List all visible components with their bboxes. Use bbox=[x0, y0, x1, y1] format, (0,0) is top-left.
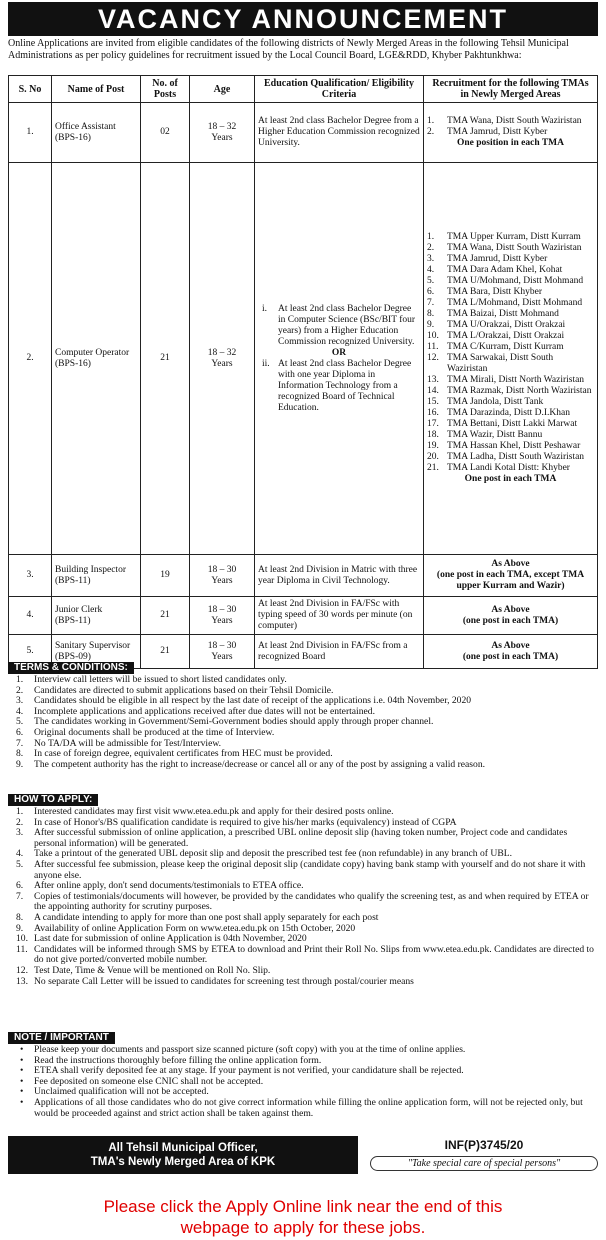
row-sno: 1. bbox=[9, 103, 52, 163]
list-item: 2. TMA Jamrud, Distt Kyber bbox=[427, 127, 548, 137]
row-education bbox=[255, 163, 424, 555]
post-name: Junior Clerk bbox=[55, 604, 103, 615]
row-age bbox=[190, 555, 255, 597]
announcement-title: VACANCY ANNOUNCEMENT bbox=[8, 2, 598, 36]
special-persons-slogan: "Take special care of special persons" bbox=[370, 1156, 598, 1171]
apply-list bbox=[8, 807, 598, 987]
row-age bbox=[190, 103, 255, 163]
post-name: Building Inspector bbox=[55, 564, 126, 575]
table-row bbox=[9, 597, 598, 635]
row-sno: 5. bbox=[9, 635, 52, 669]
edu-or: OR bbox=[331, 347, 347, 358]
table-row bbox=[9, 163, 598, 555]
list-item: 6. Original documents shall be produced at the time of Interview. bbox=[16, 726, 275, 738]
tma-list bbox=[427, 116, 594, 138]
list-item: 5. After successful fee submission, please keep the original deposit slip (candidate copy) having bank stamp with yourself and do not share it with anyone else. bbox=[16, 858, 586, 881]
post-name: Computer Operator bbox=[55, 347, 130, 358]
issuer-box bbox=[8, 1136, 358, 1174]
as-above: As Above bbox=[491, 604, 530, 615]
list-item: 9. Availability of online Application Form on www.etea.edu.pk on 15th October, 2020 bbox=[16, 922, 356, 934]
table-header-row bbox=[9, 76, 598, 103]
list-item: 10. TMA L/Orakzai, Distt Orakzai bbox=[427, 331, 565, 341]
row-sno: 2. bbox=[9, 163, 52, 555]
list-item: 4. Take a printout of the generated UBL deposit slip and deposit the prescribed test fee (non refundable) in any branch of UBL. bbox=[16, 848, 512, 860]
edu-option-ii: ii. At least 2nd class Bachelor Degree with one year Diploma in Information Technology from a recognized Board of Technical Education. bbox=[262, 358, 412, 413]
list-item: 13. TMA Mirali, Distt North Waziristan bbox=[427, 375, 585, 385]
row-num-posts: 19 bbox=[141, 555, 190, 597]
list-item: 1. Interested candidates may first visit www.etea.edu.pk and apply for their desired posts online. bbox=[16, 806, 394, 817]
list-item: 10. Last date for submission of online Application is 04th November, 2020 bbox=[16, 933, 307, 945]
inf-number: INF(P)3745/20 bbox=[444, 1138, 524, 1152]
list-item: 11. Candidates will be informed through SMS by ETEA to download and Print their Roll No. Slips from www.etea.edu.pk. Candidates are directed to do not give ported/converted mobile number. bbox=[16, 943, 594, 966]
row-tma bbox=[424, 163, 598, 555]
list-item: • Unclaimed qualification will not be accepted. bbox=[8, 1087, 598, 1098]
list-item: 1. Interview call letters will be issued to short listed candidates only. bbox=[16, 674, 287, 685]
row-note: One post in each TMA bbox=[464, 474, 557, 484]
list-item: 4. TMA Dara Adam Khel, Kohat bbox=[427, 265, 563, 275]
notice-line-1: Please click the Apply Online link near the end of this bbox=[103, 1197, 503, 1216]
row-education: At least 2nd Division in Matric with three year Diploma in Civil Technology. bbox=[255, 555, 424, 597]
age-range: 18 – 32 bbox=[207, 347, 237, 358]
header-education: Education Qualification/ Eligibility Criteria bbox=[255, 76, 424, 103]
row-sno: 3. bbox=[9, 555, 52, 597]
notes-list bbox=[8, 1045, 598, 1119]
header-num-posts: No. of Posts bbox=[141, 76, 190, 103]
list-item: 20. TMA Ladha, Distt South Waziristan bbox=[427, 452, 585, 462]
row-age bbox=[190, 163, 255, 555]
apply-heading: HOW TO APPLY: bbox=[8, 794, 98, 806]
terms-list bbox=[8, 675, 598, 770]
issuer-line-1: All Tehsil Municipal Officer, bbox=[108, 1142, 258, 1154]
row-num-posts: 21 bbox=[141, 635, 190, 669]
list-item: • Applications of all those candidates who do not give correct information while filling the online application form, will not be rejected only, but would be proceeded against and strict action shall be taken against them. bbox=[8, 1098, 598, 1119]
row-education: At least 2nd Division in FA/FSc from a recognized Board bbox=[255, 635, 424, 669]
list-item: • Read the instructions thoroughly before filling the online application form. bbox=[8, 1056, 598, 1067]
as-above: As Above bbox=[491, 559, 530, 569]
header-sno: S. No bbox=[9, 76, 52, 103]
table-row bbox=[9, 103, 598, 163]
row-tma bbox=[424, 597, 598, 635]
list-item: 5. TMA U/Mohmand, Distt Mohmand bbox=[427, 276, 584, 286]
age-unit: Years bbox=[211, 651, 233, 662]
list-item: 7. TMA L/Mohmand, Distt Mohmand bbox=[427, 298, 583, 308]
row-num-posts: 21 bbox=[141, 163, 190, 555]
list-item: 14. TMA Razmak, Distt North Waziristan bbox=[427, 386, 592, 396]
list-item: 18. TMA Wazir, Distt Bannu bbox=[427, 430, 543, 440]
list-item: 19. TMA Hassan Khel, Distt Peshawar bbox=[427, 441, 581, 451]
list-item: • Fee deposited on someone else CNIC shall not be accepted. bbox=[8, 1077, 598, 1088]
age-unit: Years bbox=[211, 575, 233, 586]
list-item: 2. In case of Honor's/BS qualification candidate is required to give his/her marks (equivalency) instead of CGPA bbox=[16, 816, 457, 828]
post-bps: (BPS-11) bbox=[55, 575, 91, 586]
row-tma bbox=[424, 103, 598, 163]
age-unit: Years bbox=[211, 132, 233, 143]
list-item: 6. TMA Bara, Distt Khyber bbox=[427, 287, 542, 297]
notes-heading: NOTE / IMPORTANT bbox=[8, 1032, 115, 1044]
list-item: 3. After successful submission of online application, a prescribed UBL online deposit slip (having token number, Project code and candidates personal information) will be generated. bbox=[16, 827, 568, 849]
list-item: 8. In case of foreign degree, equivalent certificates from HEC must be provided. bbox=[16, 748, 333, 760]
list-item: 12. Test Date, Time & Venue will be mentioned on Roll No. Slip. bbox=[16, 964, 271, 976]
list-item: • Please keep your documents and passport size scanned picture (soft copy) with you at the time of online applies. bbox=[8, 1045, 598, 1056]
row-tma bbox=[424, 555, 598, 597]
age-range: 18 – 30 bbox=[207, 604, 237, 615]
row-note: One position in each TMA bbox=[457, 138, 564, 148]
header-tma: Recruitment for the following TMAs in Newly Merged Areas bbox=[424, 76, 598, 103]
footer-info bbox=[370, 1138, 598, 1171]
edu-option-i: i. At least 2nd class Bachelor Degree in Computer Science (BSc/BIT four years) from a Higher Education Commission recognized University. bbox=[262, 303, 416, 347]
how-to-apply-section bbox=[8, 794, 598, 987]
post-name: Office Assistant bbox=[55, 121, 116, 132]
list-item: 3. TMA Jamrud, Distt Kyber bbox=[427, 254, 548, 264]
row-post bbox=[52, 163, 141, 555]
list-item: 11. TMA C/Kurram, Distt Kurram bbox=[427, 342, 564, 352]
list-item: 7. No TA/DA will be admissible for Test/Interview. bbox=[16, 737, 222, 749]
age-range: 18 – 30 bbox=[207, 640, 237, 651]
list-item: 16. TMA Darazinda, Distt D.I.Khan bbox=[427, 408, 570, 418]
list-item: 9. TMA U/Orakzai, Distt Orakzai bbox=[427, 320, 566, 330]
terms-heading: TERMS & CONDITIONS: bbox=[8, 662, 134, 674]
apply-online-notice bbox=[0, 1196, 606, 1238]
post-bps: (BPS-16) bbox=[55, 132, 91, 143]
list-item: 9. The competent authority has the right to increase/decrease or cancel all or any of the post by assigning a valid reason. bbox=[16, 758, 486, 770]
terms-section bbox=[8, 662, 598, 770]
row-education: At least 2nd class Bachelor Degree from a Higher Education Commission recognized University. bbox=[255, 103, 424, 163]
list-item: 15. TMA Jandola, Distt Tank bbox=[427, 397, 544, 407]
tma-list bbox=[427, 232, 594, 474]
post-bps: (BPS-16) bbox=[55, 358, 91, 369]
row-post bbox=[52, 597, 141, 635]
header-age: Age bbox=[190, 76, 255, 103]
list-item: 21. TMA Landi Kotal Distt: Khyber bbox=[427, 463, 570, 473]
age-range: 18 – 32 bbox=[207, 121, 237, 132]
row-post bbox=[52, 103, 141, 163]
table-row bbox=[9, 555, 598, 597]
row-note: (one post in each TMA) bbox=[462, 615, 559, 626]
post-bps: (BPS-11) bbox=[55, 615, 91, 626]
row-note: (one post in each TMA, except TMA upper Kurram and Wazir) bbox=[436, 570, 585, 591]
notice-line-2: webpage to apply for these jobs. bbox=[180, 1218, 426, 1237]
age-unit: Years bbox=[211, 615, 233, 626]
post-bps: (BPS-09) bbox=[55, 651, 91, 662]
post-name: Sanitary Supervisor bbox=[55, 640, 131, 651]
row-education: At least 2nd Division in FA/FSc with typing speed of 30 words per minute (on computer) bbox=[255, 597, 424, 635]
list-item: 6. After online apply, don't send documents/testimonials to ETEA office. bbox=[16, 880, 304, 892]
list-item: 13. No separate Call Letter will be issued to candidates for screening test through postal/courier means bbox=[16, 975, 414, 987]
row-num-posts: 02 bbox=[141, 103, 190, 163]
row-note: (one post in each TMA) bbox=[462, 651, 559, 662]
intro-paragraph: Online Applications are invited from eligible candidates of the following districts of Newly Merged Areas in the following Tehsil Municipal Administrations as per policy guidelines for recruitment issued by the Local Council Board, LGE&RDD, Khyber Pakhtunkhwa: bbox=[8, 38, 569, 61]
issuer-line-2: TMA's Newly Merged Area of KPK bbox=[90, 1156, 276, 1168]
list-item: 1. TMA Upper Kurram, Distt Kurram bbox=[427, 232, 581, 242]
row-num-posts: 21 bbox=[141, 597, 190, 635]
row-post bbox=[52, 555, 141, 597]
vacancy-table bbox=[8, 75, 598, 669]
list-item: 17. TMA Bettani, Distt Lakki Marwat bbox=[427, 419, 578, 429]
row-age bbox=[190, 597, 255, 635]
list-item: • ETEA shall verify deposited fee at any stage. If your payment is not verified, your candidature shall be rejected. bbox=[8, 1066, 598, 1077]
notes-section bbox=[8, 1032, 598, 1119]
list-item: 8. A candidate intending to apply for more than one post shall apply separately for each post bbox=[16, 911, 379, 923]
list-item: 3. Candidates should be eligible in all respect by the last date of receipt of the applications i.e. 04th November, 2020 bbox=[16, 695, 472, 707]
row-sno: 4. bbox=[9, 597, 52, 635]
list-item: 5. The candidates working in Government/Semi-Government bodies should apply through proper channel. bbox=[16, 716, 434, 728]
list-item: 8. TMA Baizai, Distt Mohmand bbox=[427, 309, 559, 319]
age-range: 18 – 30 bbox=[207, 564, 237, 575]
list-item: 2. TMA Wana, Distt South Waziristan bbox=[427, 243, 582, 253]
list-item: 7. Copies of testimonials/documents will however, be provided by the candidates who qualify the screening test, as and when required by ETEA or the appointing authority for scrutiny purposes. bbox=[16, 890, 589, 913]
list-item: 12. TMA Sarwakai, Distt South Waziristan bbox=[427, 353, 554, 374]
as-above: As Above bbox=[491, 640, 530, 651]
list-item: 1. TMA Wana, Distt South Waziristan bbox=[427, 116, 582, 126]
age-unit: Years bbox=[211, 358, 233, 369]
list-item: 2. Candidates are directed to submit applications based on their Tehsil Domicile. bbox=[16, 684, 334, 696]
list-item: 4. Incomplete applications and applications received after due dates will not be entertained. bbox=[16, 705, 375, 717]
header-post: Name of Post bbox=[52, 76, 141, 103]
